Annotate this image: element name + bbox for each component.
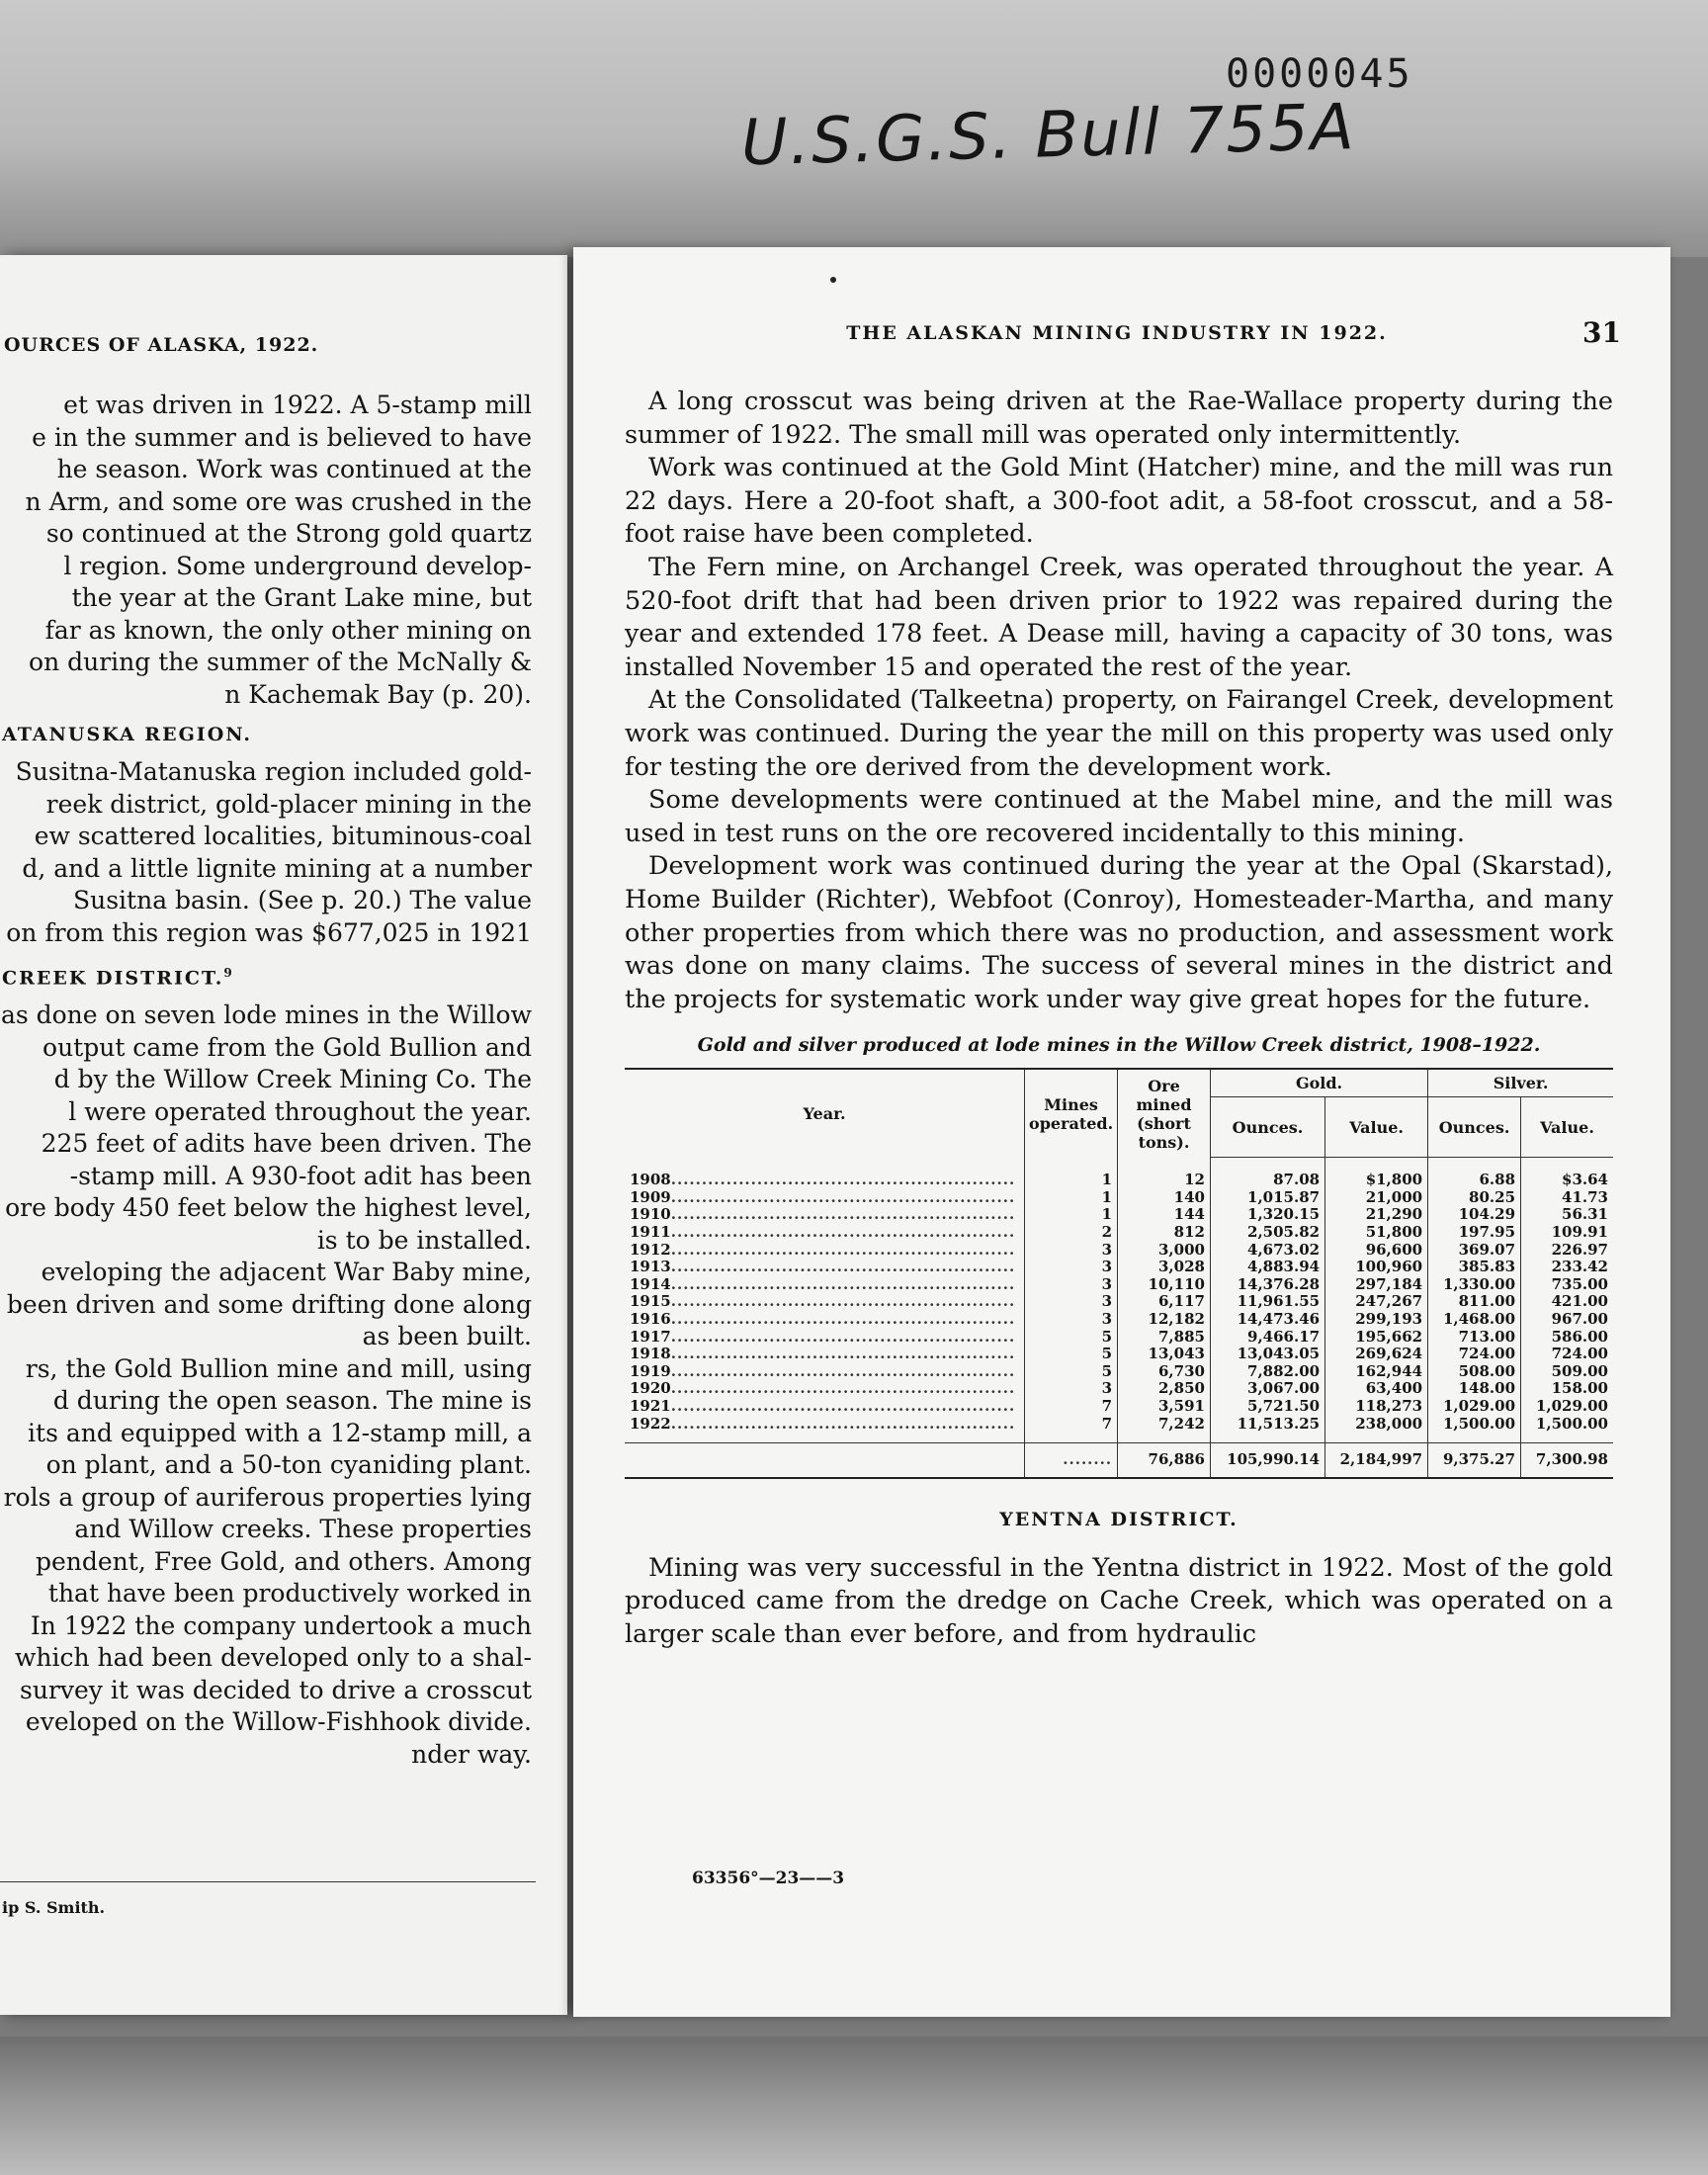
row-gold-ounces: 14,376.28	[1210, 1276, 1324, 1294]
row-ore: 3,028	[1118, 1259, 1211, 1276]
row-mines: 3	[1025, 1276, 1118, 1294]
left-text-line: d by the Willow Creek Mining Co. The	[53, 1065, 532, 1094]
left-text-line: d, and a little lignite mining at a number	[22, 853, 532, 883]
row-year: 1920	[630, 1379, 671, 1398]
row-gold-ounces: 3,067.00	[1210, 1380, 1324, 1398]
table-row	[625, 1242, 1613, 1260]
col-silver-value: Value.	[1521, 1097, 1613, 1158]
left-text-line: that have been productively worked in	[47, 1579, 532, 1609]
total-mines: ........	[1025, 1443, 1118, 1478]
body-paragraph: Work was continued at the Gold Mint (Hatcher) mine, and the mill was run 22 days. Here a 20-foot shaft, a 300-foot adit, a 58-foot crosscut, and a 58-foot raise have been completed.	[625, 453, 1613, 550]
left-text-line: In 1922 the company undertook a much	[30, 1610, 532, 1640]
left-text-line: Susitna-Matanuska region included gold-	[15, 757, 532, 786]
row-gold-value: 247,267	[1325, 1293, 1428, 1311]
left-text-line: Susitna basin. (See p. 20.) The value	[73, 886, 532, 914]
row-silver-value: 421.00	[1521, 1293, 1613, 1311]
row-year-cell	[625, 1363, 1025, 1381]
table-row	[625, 1259, 1613, 1276]
left-text-line: eveloping the adjacent War Baby mine,	[41, 1258, 532, 1287]
left-heading-region: ATANUSKA REGION.	[2, 724, 253, 745]
left-text-line: 225 feet of adits have been driven. The	[41, 1129, 532, 1159]
row-silver-value: 109.91	[1521, 1224, 1613, 1242]
row-gold-value: 118,273	[1325, 1398, 1428, 1416]
row-silver-ounces: 80.25	[1428, 1189, 1521, 1207]
row-gold-value: 21,000	[1325, 1189, 1428, 1207]
row-gold-ounces: 2,505.82	[1210, 1224, 1324, 1242]
row-silver-value: 158.00	[1521, 1380, 1613, 1398]
row-gold-value: 21,290	[1325, 1206, 1428, 1224]
table-row	[625, 1189, 1613, 1207]
body-paragraph: Development work was continued during the year at the Opal (Skarstad), Home Builder (Richter), Webfoot (Conroy), Homesteader-Martha, and many other properties from which there was no production, and assessment work was done on many claims. The success of several mines in the district and the projects for systematic work under way give great hopes for the future.	[625, 851, 1613, 1014]
left-text-block-a	[0, 390, 554, 711]
left-text-line: as done on seven lode mines in the Willow	[0, 1000, 532, 1030]
total-ore: 76,886	[1118, 1443, 1211, 1478]
left-text-line: nder way.	[411, 1739, 532, 1769]
left-page-content	[0, 334, 554, 1771]
row-ore: 13,043	[1118, 1346, 1211, 1363]
total-label	[625, 1443, 1025, 1478]
row-year: 1915	[630, 1292, 671, 1311]
closing-paragraph: Mining was very successful in the Yentna district in 1922. Most of the gold produced came from the dredge on Cache Creek, which was operated on a larger scale than ever before, and from hydraulic	[625, 1552, 1613, 1649]
row-year-cell	[625, 1158, 1025, 1189]
left-text-line: pendent, Free Gold, and others. Among	[35, 1546, 532, 1576]
col-gold-ounces: Ounces.	[1210, 1097, 1324, 1158]
left-text-block-c	[0, 1000, 554, 1771]
row-ore: 7,242	[1118, 1416, 1211, 1443]
leader-dots: ........................................................	[670, 1327, 1016, 1346]
table-row	[625, 1276, 1613, 1294]
col-mines: Mines operated.	[1025, 1069, 1118, 1158]
left-text-line: on during the summer of the McNally &	[29, 648, 532, 676]
table-row	[625, 1224, 1613, 1242]
row-year: 1908	[630, 1171, 671, 1189]
row-year-cell	[625, 1398, 1025, 1416]
col-silver: Silver.	[1428, 1069, 1613, 1097]
row-mines: 3	[1025, 1259, 1118, 1276]
left-text-line: its and equipped with a 12-stamp mill, a	[28, 1418, 532, 1447]
col-gold: Gold.	[1210, 1069, 1427, 1097]
row-silver-value: 233.42	[1521, 1259, 1613, 1276]
left-text-line: the year at the Grant Lake mine, but	[71, 583, 532, 612]
document-id-stamp: 0000045	[1226, 51, 1413, 97]
section-heading: YENTNA DISTRICT.	[999, 1508, 1238, 1530]
left-heading-district-text: CREEK DISTRICT.	[2, 967, 224, 990]
leader-dots: ........................................................	[670, 1414, 1016, 1433]
table-caption: Gold and silver produced at lode mines in the Willow Creek district, 1908–1922.	[697, 1034, 1541, 1057]
left-text-line: so continued at the Strong gold quartz	[45, 519, 532, 548]
row-year: 1911	[630, 1223, 671, 1242]
row-gold-ounces: 1,320.15	[1210, 1206, 1324, 1224]
table-row	[625, 1346, 1613, 1363]
row-silver-value: 586.00	[1521, 1329, 1613, 1347]
leader-dots: ........................................................	[670, 1361, 1016, 1380]
row-silver-ounces: 148.00	[1428, 1380, 1521, 1398]
row-year: 1922	[630, 1414, 671, 1433]
row-gold-value: $1,800	[1325, 1158, 1428, 1189]
right-page	[573, 247, 1670, 2017]
row-silver-value: 56.31	[1521, 1206, 1613, 1224]
row-year-cell	[625, 1293, 1025, 1311]
leader-dots: ........................................................	[670, 1274, 1016, 1293]
row-ore: 12	[1118, 1158, 1211, 1189]
page-number: 31	[1582, 316, 1621, 349]
col-silver-ounces: Ounces.	[1428, 1097, 1521, 1158]
row-ore: 10,110	[1118, 1276, 1211, 1294]
row-gold-ounces: 7,882.00	[1210, 1363, 1324, 1381]
row-gold-value: 100,960	[1325, 1259, 1428, 1276]
table-row	[625, 1206, 1613, 1224]
row-silver-ounces: 811.00	[1428, 1293, 1521, 1311]
row-year-cell	[625, 1224, 1025, 1242]
row-mines: 3	[1025, 1311, 1118, 1329]
row-silver-value: 735.00	[1521, 1276, 1613, 1294]
row-year-cell	[625, 1276, 1025, 1294]
row-gold-ounces: 14,473.46	[1210, 1311, 1324, 1329]
body-paragraph: A long crosscut was being driven at the Rae-Wallace property during the summer of 1922. The small mill was operated only intermittently.	[625, 387, 1613, 450]
row-year: 1916	[630, 1310, 671, 1329]
left-footnote: ip S. Smith.	[0, 1881, 536, 1917]
row-year: 1912	[630, 1240, 671, 1259]
row-silver-ounces: 1,330.00	[1428, 1276, 1521, 1294]
row-ore: 140	[1118, 1189, 1211, 1207]
leader-dots: ........................................................	[670, 1397, 1016, 1415]
scan-bottom-background	[0, 2037, 1708, 2175]
row-gold-value: 96,600	[1325, 1242, 1428, 1260]
row-year: 1913	[630, 1258, 671, 1276]
leader-dots: ........................................................	[670, 1205, 1016, 1224]
table-row	[625, 1363, 1613, 1381]
row-year-cell	[625, 1259, 1025, 1276]
row-year: 1921	[630, 1397, 671, 1415]
row-gold-ounces: 1,015.87	[1210, 1189, 1324, 1207]
row-year-cell	[625, 1346, 1025, 1363]
row-gold-ounces: 9,466.17	[1210, 1329, 1324, 1347]
right-page-header	[633, 316, 1621, 354]
row-year: 1917	[630, 1327, 671, 1346]
leader-dots: ........................................................	[670, 1171, 1016, 1189]
row-ore: 6,730	[1118, 1363, 1211, 1381]
row-silver-value: $3.64	[1521, 1158, 1613, 1189]
row-mines: 5	[1025, 1363, 1118, 1381]
row-mines: 1	[1025, 1189, 1118, 1207]
left-text-line: and Willow creeks. These properties	[74, 1515, 532, 1544]
row-silver-value: 226.97	[1521, 1242, 1613, 1260]
table-row	[625, 1158, 1613, 1189]
left-text-line: survey it was decided to drive a crosscut	[19, 1675, 532, 1704]
row-gold-ounces: 4,673.02	[1210, 1242, 1324, 1260]
left-text-line: eveloped on the Willow-Fishhook divide.	[25, 1707, 532, 1737]
row-ore: 144	[1118, 1206, 1211, 1224]
table-total-row	[625, 1443, 1613, 1478]
left-text-line: which had been developed only to a shal-	[14, 1643, 532, 1673]
row-year: 1918	[630, 1345, 671, 1363]
body-paragraph: Some developments were continued at the Mabel mine, and the mill was used in test runs on the ore recovered incidentally to this mining.	[625, 785, 1613, 848]
leader-dots: ........................................................	[670, 1223, 1016, 1242]
left-page	[0, 255, 567, 2015]
row-gold-ounces: 5,721.50	[1210, 1398, 1324, 1416]
left-text-line: is to be installed.	[316, 1225, 532, 1255]
right-page-body	[625, 386, 1613, 1652]
left-text-line: rs, the Gold Bullion mine and mill, using	[25, 1353, 532, 1383]
row-gold-ounces: 13,043.05	[1210, 1346, 1324, 1363]
left-text-line: n Arm, and some ore was crushed in the	[25, 486, 532, 516]
row-mines: 7	[1025, 1398, 1118, 1416]
left-text-line: rols a group of auriferous properties lying	[3, 1482, 532, 1512]
row-year-cell	[625, 1380, 1025, 1398]
row-gold-value: 63,400	[1325, 1380, 1428, 1398]
row-gold-value: 269,624	[1325, 1346, 1428, 1363]
row-silver-value: 724.00	[1521, 1346, 1613, 1363]
row-year-cell	[625, 1329, 1025, 1347]
production-table	[625, 1068, 1613, 1479]
row-silver-ounces: 369.07	[1428, 1242, 1521, 1260]
handwritten-note: U.S.G.S. Bull 755A	[739, 91, 1357, 181]
row-ore: 812	[1118, 1224, 1211, 1242]
table-body	[625, 1158, 1613, 1443]
row-year-cell	[625, 1242, 1025, 1260]
row-year: 1910	[630, 1205, 671, 1224]
leader-dots: ........................................................	[670, 1379, 1016, 1398]
row-silver-ounces: 713.00	[1428, 1329, 1521, 1347]
row-silver-ounces: 385.83	[1428, 1259, 1521, 1276]
total-silver-ounces: 9,375.27	[1428, 1443, 1521, 1478]
left-text-line: ore body 450 feet below the highest level,	[5, 1193, 532, 1223]
col-ore: Ore mined (short tons).	[1118, 1069, 1211, 1158]
row-gold-value: 51,800	[1325, 1224, 1428, 1242]
leader-dots: ........................................................	[670, 1345, 1016, 1363]
row-mines: 1	[1025, 1158, 1118, 1189]
page-mark	[830, 277, 836, 283]
row-year: 1914	[630, 1274, 671, 1293]
left-heading-district	[0, 955, 554, 996]
left-text-line: far as known, the only other mining on	[44, 615, 532, 645]
row-gold-value: 297,184	[1325, 1276, 1428, 1294]
row-mines: 5	[1025, 1346, 1118, 1363]
left-text-line: -stamp mill. A 930-foot adit has been	[69, 1161, 532, 1190]
row-silver-value: 1,029.00	[1521, 1398, 1613, 1416]
paragraphs	[625, 386, 1613, 1016]
row-silver-value: 1,500.00	[1521, 1416, 1613, 1443]
right-running-head: THE ALASKAN MINING INDUSTRY IN 1922.	[846, 322, 1388, 344]
row-year-cell	[625, 1416, 1025, 1443]
table-row	[625, 1329, 1613, 1347]
row-mines: 3	[1025, 1242, 1118, 1260]
row-mines: 2	[1025, 1224, 1118, 1242]
row-silver-value: 41.73	[1521, 1189, 1613, 1207]
row-silver-ounces: 508.00	[1428, 1363, 1521, 1381]
leader-dots: ........................................................	[670, 1187, 1016, 1206]
left-text-line: been driven and some drifting done along	[6, 1289, 532, 1319]
left-text-line: output came from the Gold Bullion and	[43, 1032, 532, 1062]
left-text-line: n Kachemak Bay (p. 20).	[224, 679, 532, 709]
row-year-cell	[625, 1311, 1025, 1329]
left-text-block-b	[0, 756, 554, 949]
left-text-line: et was driven in 1922. A 5-stamp mill	[63, 391, 532, 419]
row-mines: 7	[1025, 1416, 1118, 1443]
row-silver-ounces: 1,468.00	[1428, 1311, 1521, 1329]
total-gold-ounces: 105,990.14	[1210, 1443, 1324, 1478]
left-text-line: ew scattered localities, bituminous-coal	[34, 822, 532, 850]
row-year: 1909	[630, 1187, 671, 1206]
row-gold-ounces: 87.08	[1210, 1158, 1324, 1189]
footnote-marker: 9	[223, 966, 234, 980]
left-text-line: on from this region was $677,025 in 1921	[6, 917, 532, 947]
left-text-line: l were operated throughout the year.	[68, 1096, 532, 1126]
row-silver-ounces: 6.88	[1428, 1158, 1521, 1189]
col-gold-value: Value.	[1325, 1097, 1428, 1158]
table-row	[625, 1311, 1613, 1329]
row-mines: 3	[1025, 1293, 1118, 1311]
leader-dots: ........................................................	[670, 1258, 1016, 1276]
row-year-cell	[625, 1206, 1025, 1224]
row-silver-value: 509.00	[1521, 1363, 1613, 1381]
body-paragraph: At the Consolidated (Talkeetna) property, on Fairangel Creek, development work was continued. During the year the mill on this property was used only for testing the ore derived from the development work.	[625, 685, 1613, 782]
leader-dots: ........................................................	[670, 1240, 1016, 1259]
row-mines: 5	[1025, 1329, 1118, 1347]
left-text-line: he season. Work was continued at the	[56, 455, 532, 483]
row-ore: 7,885	[1118, 1329, 1211, 1347]
left-text-line: e in the summer and is believed to have	[32, 422, 532, 452]
row-ore: 3,591	[1118, 1398, 1211, 1416]
body-paragraph: The Fern mine, on Archangel Creek, was operated throughout the year. A 520-foot drift that had been driven prior to 1922 was repaired during the year and extended 178 feet. A Dease mill, having a capacity of 30 tons, was installed November 15 and operated the rest of the year.	[625, 552, 1613, 682]
leader-dots: ........................................................	[670, 1292, 1016, 1311]
row-year-cell	[625, 1189, 1025, 1207]
row-year: 1919	[630, 1361, 671, 1380]
row-silver-ounces: 197.95	[1428, 1224, 1521, 1242]
table-row	[625, 1293, 1613, 1311]
row-silver-ounces: 1,500.00	[1428, 1416, 1521, 1443]
printer-code: 63356°—23——3	[692, 1869, 845, 1888]
row-ore: 2,850	[1118, 1380, 1211, 1398]
leader-dots: ........................................................	[670, 1310, 1016, 1329]
total-silver-value: 7,300.98	[1521, 1443, 1613, 1478]
left-text-line: reek district, gold-placer mining in the	[45, 789, 532, 819]
row-gold-ounces: 4,883.94	[1210, 1259, 1324, 1276]
row-silver-ounces: 104.29	[1428, 1206, 1521, 1224]
row-gold-value: 299,193	[1325, 1311, 1428, 1329]
left-text-line: l region. Some underground develop-	[63, 551, 532, 580]
left-text-line: d during the open season. The mine is	[52, 1386, 532, 1416]
left-text-line: on plant, and a 50-ton cyaniding plant.	[45, 1450, 532, 1480]
row-silver-ounces: 1,029.00	[1428, 1398, 1521, 1416]
row-gold-ounces: 11,961.55	[1210, 1293, 1324, 1311]
col-year: Year.	[803, 1104, 846, 1124]
total-gold-value: 2,184,997	[1325, 1443, 1428, 1478]
row-ore: 12,182	[1118, 1311, 1211, 1329]
table-row	[625, 1380, 1613, 1398]
table-row	[625, 1398, 1613, 1416]
row-gold-ounces: 11,513.25	[1210, 1416, 1324, 1443]
row-gold-value: 162,944	[1325, 1363, 1428, 1381]
row-ore: 6,117	[1118, 1293, 1211, 1311]
row-mines: 3	[1025, 1380, 1118, 1398]
row-mines: 1	[1025, 1206, 1118, 1224]
row-gold-value: 195,662	[1325, 1329, 1428, 1347]
row-gold-value: 238,000	[1325, 1416, 1428, 1443]
row-silver-ounces: 724.00	[1428, 1346, 1521, 1363]
left-text-line: as been built.	[362, 1322, 532, 1351]
row-silver-value: 967.00	[1521, 1311, 1613, 1329]
table-row	[625, 1416, 1613, 1443]
left-running-head: OURCES OF ALASKA, 1922.	[4, 334, 319, 356]
row-ore: 3,000	[1118, 1242, 1211, 1260]
